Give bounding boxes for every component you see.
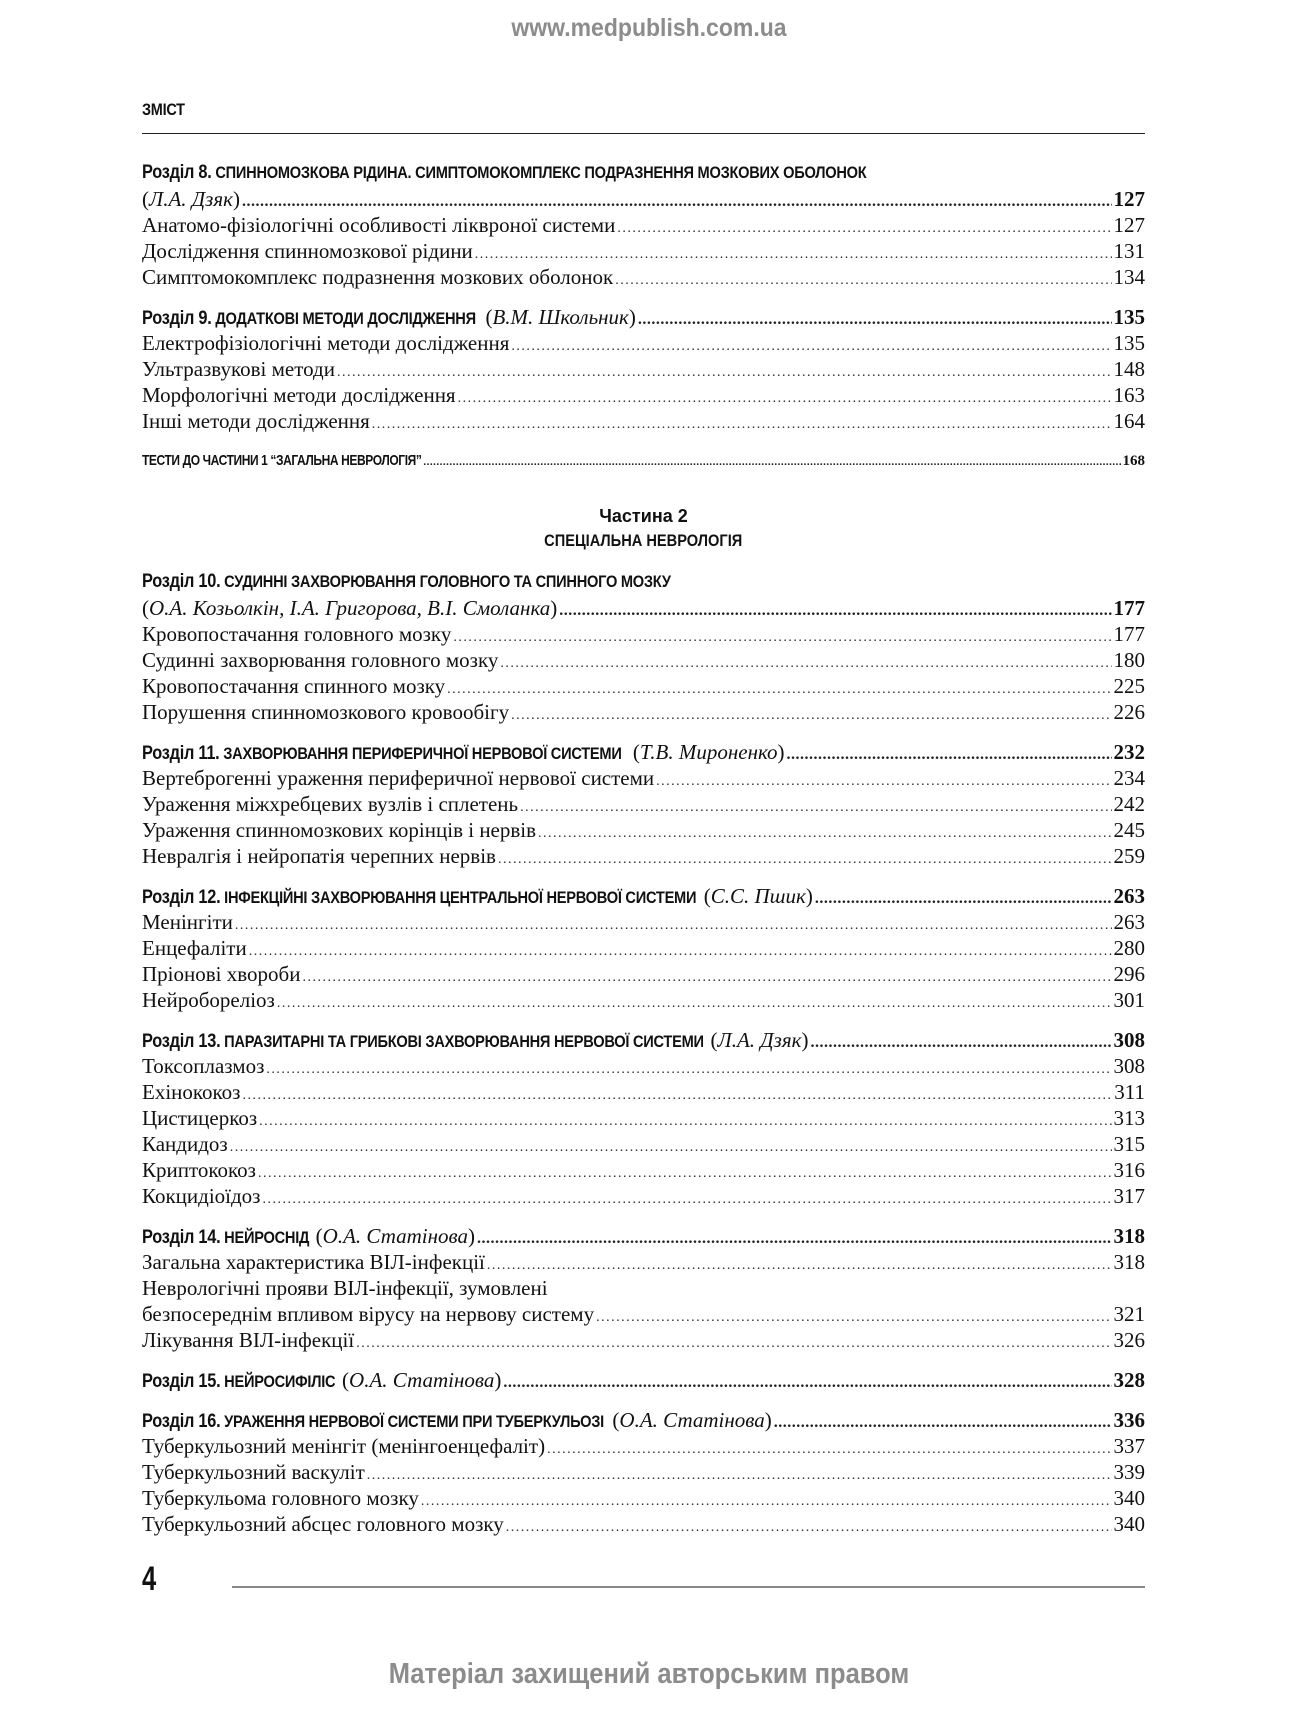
page-ref: 339	[1113, 1460, 1145, 1484]
toc-entry[interactable]	[142, 1459, 1145, 1485]
entry-title: Туберкульозний васкуліт	[142, 1460, 365, 1484]
chapter-heading	[142, 569, 1005, 595]
toc-entry[interactable]	[142, 1131, 1145, 1157]
entry-title: Дослідження спинномозкової рідини	[142, 239, 473, 263]
page-ref: 232	[1113, 740, 1145, 764]
chapter-title: СПИННОМОЗКОВА РІДИНА. СИМПТОМОКОМПЛЕКС ПОДРАЗНЕННЯ МОЗКОВИХ ОБОЛОНОК	[215, 163, 867, 182]
toc-entry[interactable]	[142, 356, 1145, 382]
part-label: Частина 2	[599, 506, 688, 526]
toc-entry[interactable]	[142, 817, 1145, 843]
chapter-author: О.А. Статінова	[322, 1224, 469, 1248]
entry-title: Анатомо-фізіологічні особливості ліквроної системи	[142, 213, 616, 237]
dot-leader	[453, 625, 1111, 651]
toc-entry[interactable]	[142, 212, 1145, 238]
entry-title: Порушення спинномозкового кровообігу	[142, 700, 510, 724]
dot-leader	[810, 1030, 1111, 1056]
page-ref: 318	[1113, 1224, 1145, 1248]
entry-title: безпосереднім впливом вірусу на нервову систему	[142, 1302, 595, 1326]
toc-entry[interactable]	[142, 621, 1145, 647]
page-ref: 180	[1113, 648, 1145, 672]
toc-entry[interactable]	[142, 791, 1145, 817]
entry-title: Менінгіти	[142, 910, 233, 934]
dot-leader	[356, 1331, 1111, 1357]
copyright-watermark: Матеріал захищений авторським правом	[388, 1658, 910, 1690]
toc-entry[interactable]	[142, 1485, 1145, 1511]
page-ref: 311	[1114, 1080, 1145, 1104]
part-title: СПЕЦІАЛЬНА НЕВРОЛОГІЯ	[544, 531, 743, 550]
chapter-title: УРАЖЕННЯ НЕРВОВОЇ СИСТЕМИ ПРИ ТУБЕРКУЛЬОЗІ	[224, 1412, 604, 1431]
dot-leader	[421, 1489, 1112, 1515]
publisher-watermark: www.medpublish.com.ua	[511, 14, 787, 42]
entry-title: Туберкульозний менінгіт (менінгоенцефаліт)	[142, 1434, 546, 1458]
chapter-title: СУДИННІ ЗАХВОРЮВАННЯ ГОЛОВНОГО ТА СПИННОГО МОЗКУ	[224, 572, 671, 591]
dot-leader	[259, 1109, 1111, 1135]
entry-title: Кровопостачання спинного мозку	[142, 674, 446, 698]
chapter-title: НЕЙРОСНІД	[224, 1228, 310, 1247]
dot-leader	[498, 847, 1112, 873]
dot-leader	[559, 598, 1111, 624]
dot-leader	[302, 965, 1111, 991]
chapter-author: Л.А. Дзяк	[149, 187, 233, 211]
dot-leader	[249, 939, 1112, 965]
chapter-title: НЕЙРОСИФІЛІС	[224, 1372, 336, 1391]
toc-entry[interactable]	[142, 408, 1145, 434]
page-ref: 177	[1113, 596, 1145, 620]
toc-entry[interactable]	[142, 330, 1145, 356]
page-ref: 127	[1113, 213, 1145, 237]
page-ref: 163	[1113, 383, 1145, 407]
toc-entry[interactable]	[142, 1433, 1145, 1459]
chapter-title: ІНФЕКЦІЙНІ ЗАХВОРЮВАННЯ ЦЕНТРАЛЬНОЇ НЕРВОВОЇ СИСТЕМИ	[224, 888, 697, 907]
page-ref: 177	[1113, 622, 1145, 646]
chapter-author-row[interactable]: (Л.А. Дзяк) ..... 127	[142, 186, 1145, 212]
page-ref: 340	[1113, 1512, 1145, 1536]
page-ref: 225	[1113, 674, 1145, 698]
entry-title: Кровопостачання головного мозку	[142, 622, 452, 646]
dot-leader	[277, 991, 1112, 1017]
entry-title: Туберкульозний абсцес головного мозку	[142, 1512, 504, 1536]
tests-entry[interactable]	[142, 448, 1145, 474]
chapter-heading[interactable]: Розділ 11. ЗАХВОРЮВАННЯ ПЕРИФЕРИЧНОЇ НЕРВОВОЇ СИСТЕМИ (Т.В. Мироненко) ..... 232	[142, 739, 1145, 765]
chapter-heading	[142, 160, 1005, 186]
toc-entry[interactable]	[142, 765, 1145, 791]
dot-leader	[487, 1253, 1112, 1279]
chapter-label: Розділ 12.	[142, 887, 221, 908]
page-ref: 164	[1113, 409, 1145, 433]
entry-title: Туберкульома головного мозку	[142, 1486, 419, 1510]
toc-entry[interactable]	[142, 1301, 1145, 1327]
toc-entry[interactable]	[142, 1079, 1145, 1105]
dot-leader	[506, 1515, 1112, 1541]
dot-leader	[477, 1226, 1111, 1252]
toc-entry[interactable]	[142, 699, 1145, 725]
page-ref: 127	[1113, 187, 1145, 211]
page-ref: 234	[1113, 766, 1145, 790]
page-ref: 301	[1113, 988, 1145, 1012]
entry-title: Вертеброгенні ураження периферичної нервової системи	[142, 766, 655, 790]
page-ref: 131	[1113, 239, 1145, 263]
page-ref: 317	[1113, 1184, 1145, 1208]
toc-entry[interactable]	[142, 673, 1145, 699]
entry-title: Ураження міжхребцевих вузлів і сплетень	[142, 792, 519, 816]
page-ref: 134	[1113, 265, 1145, 289]
toc-entry[interactable]	[142, 264, 1145, 290]
chapter-heading[interactable]: Розділ 16. УРАЖЕННЯ НЕРВОВОЇ СИСТЕМИ ПРИ ТУБЕРКУЛЬОЗІ (О.А. Статінова) ..... 336	[142, 1407, 1145, 1433]
tests-title: ТЕСТИ ДО ЧАСТИНИ 1 “ЗАГАЛЬНА НЕВРОЛОГІЯ”	[142, 452, 422, 469]
chapter-heading[interactable]: Розділ 13. ПАРАЗИТАРНІ ТА ГРИБКОВІ ЗАХВОРЮВАННЯ НЕРВОВОЇ СИСТЕМИ (Л.А. Дзяк) ..... 308	[142, 1027, 1145, 1053]
page-ref: 148	[1113, 357, 1145, 381]
dot-leader	[615, 268, 1111, 294]
page-number: 4	[142, 1560, 157, 1598]
dot-leader	[372, 412, 1112, 438]
chapter-label: Розділ 8.	[142, 162, 212, 183]
entry-title: Енцефаліти	[142, 936, 247, 960]
page-ref: 321	[1113, 1302, 1145, 1326]
dot-leader	[520, 795, 1111, 821]
chapter-label: Розділ 16.	[142, 1411, 221, 1432]
dot-leader	[774, 1410, 1112, 1436]
page-ref: 336	[1113, 1408, 1145, 1432]
page-ref: 263	[1113, 884, 1145, 908]
page-ref: 318	[1113, 1250, 1145, 1274]
chapter-label: Розділ 11.	[142, 743, 220, 764]
page-ref: 315	[1113, 1132, 1145, 1156]
chapter-label: Розділ 13.	[142, 1031, 221, 1052]
chapter-label: Розділ 14.	[142, 1227, 221, 1248]
entry-title: Нейробореліоз	[142, 988, 275, 1012]
chapter-title: ДОДАТКОВІ МЕТОДИ ДОСЛІДЖЕННЯ	[215, 309, 476, 328]
page-ref: 245	[1113, 818, 1145, 842]
entry-title: Пріонові хвороби	[142, 962, 301, 986]
dot-leader	[638, 307, 1112, 333]
toc-entry[interactable]	[142, 843, 1145, 869]
page-ref: 328	[1113, 1368, 1145, 1392]
dot-leader	[230, 1135, 1112, 1161]
page-ref: 135	[1113, 305, 1145, 329]
entry-title: Неврологічні прояви ВІЛ-інфекції, зумовлені	[142, 1276, 548, 1300]
chapter-heading[interactable]: Розділ 14. НЕЙРОСНІД (О.А. Статінова) ..... 318	[142, 1223, 1145, 1249]
dot-leader	[815, 886, 1112, 912]
dot-leader	[242, 1083, 1112, 1109]
dot-leader	[547, 1437, 1111, 1463]
dot-leader	[511, 703, 1111, 729]
chapter-label: Розділ 15.	[142, 1371, 221, 1392]
page-ref: 308	[1113, 1028, 1145, 1052]
table-of-contents	[142, 160, 1145, 1537]
entry-title: Ехінококоз	[142, 1080, 241, 1104]
chapter-label: Розділ 10.	[142, 571, 221, 592]
page-ref: 242	[1113, 792, 1145, 816]
dot-leader	[447, 677, 1111, 703]
toc-entry[interactable]	[142, 1183, 1145, 1209]
toc-entry[interactable]	[142, 961, 1145, 987]
chapter-heading[interactable]: Розділ 15. НЕЙРОСИФІЛІС (О.А. Статінова) ..... 328	[142, 1367, 1145, 1393]
entry-title: Лікування ВІЛ-інфекції	[142, 1328, 355, 1352]
page-ref: 296	[1113, 962, 1145, 986]
page-ref: 226	[1113, 700, 1145, 724]
entry-title: Судинні захворювання головного мозку	[142, 648, 499, 672]
dot-leader	[423, 449, 1120, 475]
header-rule	[142, 133, 1145, 134]
chapter-author: В.М. Школьник	[492, 305, 629, 329]
part-heading	[142, 504, 1145, 553]
toc-entry[interactable]	[142, 1157, 1145, 1183]
chapter-author: О.А. Статінова	[619, 1408, 765, 1432]
entry-title: Криптококоз	[142, 1158, 256, 1182]
page-ref: 308	[1113, 1054, 1145, 1078]
dot-leader	[511, 334, 1111, 360]
entry-title: Цистицеркоз	[142, 1106, 258, 1130]
page-ref: 316	[1113, 1158, 1145, 1182]
dot-leader	[235, 913, 1112, 939]
chapter-author: Л.А. Дзяк	[717, 1028, 802, 1052]
dot-leader	[262, 1187, 1111, 1213]
page-ref: 280	[1113, 936, 1145, 960]
dot-leader	[367, 1463, 1112, 1489]
chapter-author: С.С. Пшик	[710, 884, 806, 908]
entry-title: Ураження спинномозкових корінців і нервів	[142, 818, 537, 842]
entry-title: Токсоплазмоз	[142, 1054, 265, 1078]
dot-leader	[458, 386, 1112, 412]
chapter-heading[interactable]: Розділ 12. ІНФЕКЦІЙНІ ЗАХВОРЮВАННЯ ЦЕНТРАЛЬНОЇ НЕРВОВОЇ СИСТЕМИ (С.С. Пшик) ..... 263	[142, 883, 1145, 909]
entry-title: Симптомокомплекс подразнення мозкових оболонок	[142, 265, 614, 289]
toc-entry[interactable]	[142, 909, 1145, 935]
running-head: ЗМІСТ	[142, 100, 185, 119]
toc-entry[interactable]	[142, 935, 1145, 961]
toc-entry[interactable]	[142, 1511, 1145, 1537]
dot-leader	[787, 742, 1112, 768]
entry-title: Морфологічні методи дослідження	[142, 383, 456, 407]
chapter-author: О.А. Козьолкін, І.А. Григорова, В.І. Смоланка	[149, 596, 551, 620]
entry-title: Ультразвукові методи	[142, 357, 335, 381]
entry-title: Невралгія і нейропатія черепних нервів	[142, 844, 496, 868]
entry-title: Кандидоз	[142, 1132, 228, 1156]
dot-leader	[617, 216, 1111, 242]
toc-entry[interactable]	[142, 1053, 1145, 1079]
toc-entry[interactable]	[142, 1327, 1145, 1353]
dot-leader	[656, 769, 1111, 795]
chapter-heading[interactable]: Розділ 9. ДОДАТКОВІ МЕТОДИ ДОСЛІДЖЕННЯ (В.М. Школьник) ..... 135	[142, 304, 1145, 330]
entry-title: Загальна характеристика ВІЛ-інфекції	[142, 1250, 485, 1274]
page-ref: 337	[1113, 1434, 1145, 1458]
toc-entry[interactable]	[142, 1249, 1145, 1275]
chapter-author: Т.В. Мироненко	[639, 740, 778, 764]
toc-entry[interactable]	[142, 382, 1145, 408]
dot-leader	[503, 1370, 1111, 1396]
entry-title: Інші методи дослідження	[142, 409, 370, 433]
page-ref: 313	[1113, 1106, 1145, 1130]
chapter-title: ПАРАЗИТАРНІ ТА ГРИБКОВІ ЗАХВОРЮВАННЯ НЕРВОВОЇ СИСТЕМИ	[224, 1032, 704, 1051]
page-ref: 340	[1113, 1486, 1145, 1510]
entry-title: Електрофізіологічні методи дослідження	[142, 331, 510, 355]
dot-leader	[266, 1057, 1111, 1083]
chapter-author-row[interactable]: (О.А. Козьолкін, І.А. Григорова, В.І. Смоланка) ..... 177	[142, 595, 1145, 621]
dot-leader	[538, 821, 1111, 847]
dot-leader	[258, 1161, 1112, 1187]
chapter-author: О.А. Статінова	[349, 1368, 495, 1392]
toc-entry[interactable]	[142, 238, 1145, 264]
toc-entry[interactable]	[142, 987, 1145, 1013]
page-ref: 326	[1113, 1328, 1145, 1352]
footer-rule	[232, 1586, 1145, 1588]
chapter-label: Розділ 9.	[142, 308, 212, 329]
entry-title: Кокцидіоїдоз	[142, 1184, 261, 1208]
page-ref: 263	[1113, 910, 1145, 934]
toc-entry[interactable]	[142, 1105, 1145, 1131]
toc-entry[interactable]	[142, 647, 1145, 673]
dot-leader	[596, 1305, 1111, 1331]
page-ref: 135	[1113, 331, 1145, 355]
dot-leader	[500, 651, 1111, 677]
chapter-title: ЗАХВОРЮВАННЯ ПЕРИФЕРИЧНОЇ НЕРВОВОЇ СИСТЕМИ	[223, 744, 622, 763]
page-ref: 168	[1122, 453, 1145, 469]
page-ref: 259	[1113, 844, 1145, 868]
